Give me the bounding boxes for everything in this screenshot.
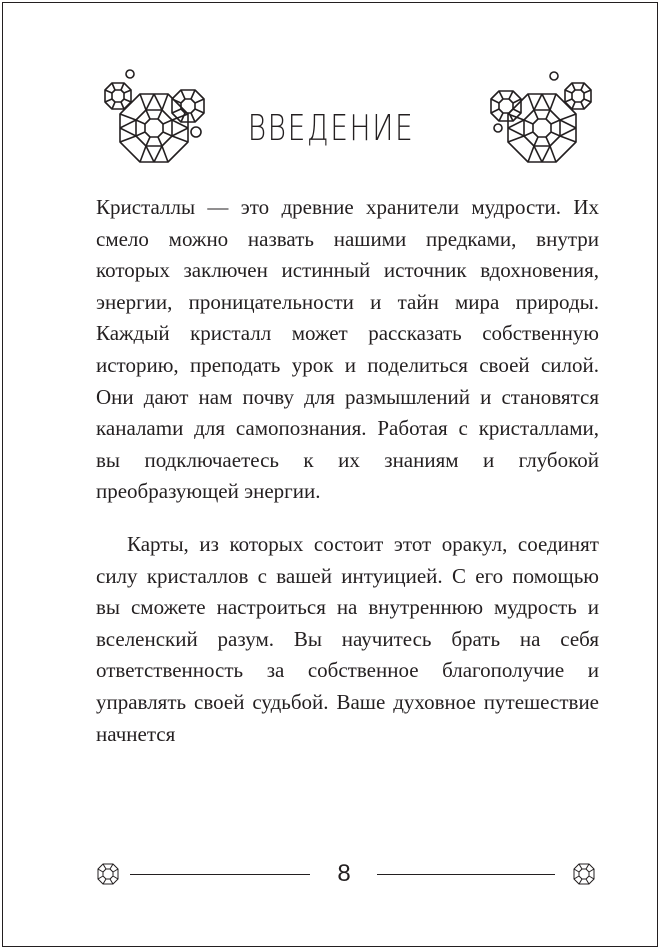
paragraph: Карты, из которых состоит этот оракул, соединят силу кристаллов с вашей интуицией. С его помощью вы сможете настроиться на внутреннюю мудрость и вселенский разум. Вы научитесь брать на себя ответственность за собственное благополучие и управлять своей судьбой. Ваше духовное путешествие начнется [96, 531, 599, 746]
footer-rule [130, 874, 310, 875]
footer-rule [377, 874, 555, 875]
body-text [96, 192, 599, 771]
page-footer [0, 858, 662, 890]
chapter-header [0, 66, 662, 176]
chapter-title: ВВЕДЕНИЕ [247, 108, 415, 149]
small-crystal-icon [96, 862, 120, 886]
crystal-cluster-icon [480, 66, 600, 176]
small-crystal-icon [572, 862, 596, 886]
paragraph: Кристаллы — это древние хранители мудрости. Их смело можно назвать нашими предками, внутри которых заключен истинный источник вдохновения, энергии, проницательности и тайн мира природы. Каждый кристалл может рассказать собственную историю, преподать урок и поделиться своей силой. Они дают нам почву для размышлений и становятся каналаmи для самопознания. Работая с кристаллами, вы подключаетесь к их знаниям и глубокой преобразующей энергии. [96, 195, 599, 504]
page-number: 8 [337, 860, 351, 887]
